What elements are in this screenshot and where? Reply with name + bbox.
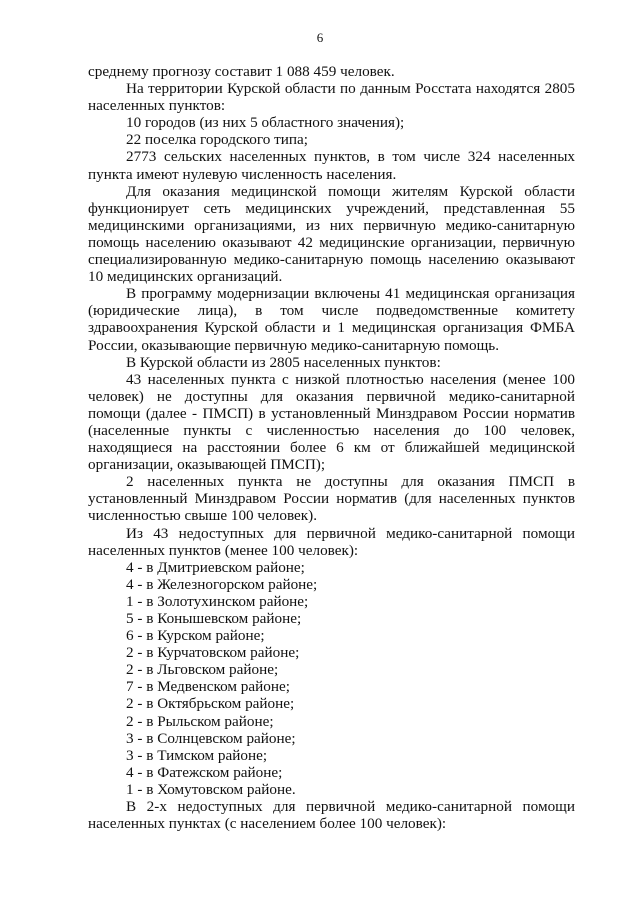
list-item: 1 - в Хомутовском районе. — [126, 780, 296, 798]
paragraph: В программу модернизации включены 41 медицинская организация (юридические лица), в том числе подведомственные комитету здравоохранения Курской области и 1 медицинская организация ФМБА России, оказывающие первичную медико-санитарную помощь. — [88, 285, 575, 354]
list-item: 1 - в Золотухинском районе; — [126, 592, 309, 610]
page-number: 6 — [316, 30, 324, 45]
list-item: 4 - в Фатежском районе; — [126, 763, 283, 781]
list-item: 7 - в Медвенском районе; — [126, 678, 290, 696]
paragraph: В Курской области из 2805 населенных пунктов: — [126, 353, 441, 371]
list-item: 4 - в Железногорском районе; — [126, 575, 318, 593]
district-list — [88, 559, 575, 798]
paragraph: 43 населенных пункта с низкой плотностью населения (менее 100 человек) не доступны для оказания первичной медико-санитарной помощи (далее - ПМСП) в установленный Минздравом России норматив (населенные пункты с численностью населения до 100 человек, находящиеся на расстоянии более 6 км от ближайшей медицинской организации, оказывающей ПМСП); — [88, 370, 575, 474]
list-item: 2 - в Льговском районе; — [126, 661, 279, 679]
list-item: 3 - в Тимском районе; — [126, 746, 268, 764]
list-item: 6 - в Курском районе; — [126, 627, 265, 645]
list-item: 5 - в Конышевском районе; — [126, 610, 302, 627]
list-item: 2 - в Рыльском районе; — [126, 712, 274, 730]
list-item: 3 - в Солнцевском районе; — [126, 729, 296, 747]
paragraph: среднему прогнозу составит 1 088 459 человек. — [88, 63, 395, 80]
list-item: 2 - в Курчатовском районе; — [126, 644, 300, 662]
paragraph: 10 городов (из них 5 областного значения); — [126, 114, 405, 132]
paragraph: 2773 сельских населенных пунктов, в том числе 324 населенных пункта имеют нулевую численность населения. — [88, 148, 575, 183]
document-body — [88, 63, 575, 832]
list-item: 4 - в Дмитриевском районе; — [126, 558, 305, 576]
paragraph: 22 поселка городского типа; — [126, 131, 308, 149]
paragraph: Для оказания медицинской помощи жителям Курской области функционирует сеть медицинских учреждений, представленная 55 медицинскими организациями, из них первичную медико-санитарную помощь населению оказывают 42 медицинские организации, первичную специализированную медико-санитарную помощь населению оказывают 10 медицинских организаций. — [88, 182, 575, 286]
paragraph: 2 населенных пункта не доступны для оказания ПМСП в установленный Минздравом России норматив (для населенных пунктов численностью свыше 100 человек). — [88, 473, 575, 525]
paragraph: Из 43 недоступных для первичной медико-санитарной помощи населенных пунктов (менее 100 человек): — [88, 524, 575, 559]
list-item: 2 - в Октябрьском районе; — [126, 695, 295, 713]
paragraph: На территории Курской области по данным Росстата находятся 2805 населенных пунктов: — [88, 80, 575, 115]
closing-paragraph: В 2-х недоступных для первичной медико-санитарной помощи населенных пунктах (с населением более 100 человек): — [88, 798, 575, 833]
